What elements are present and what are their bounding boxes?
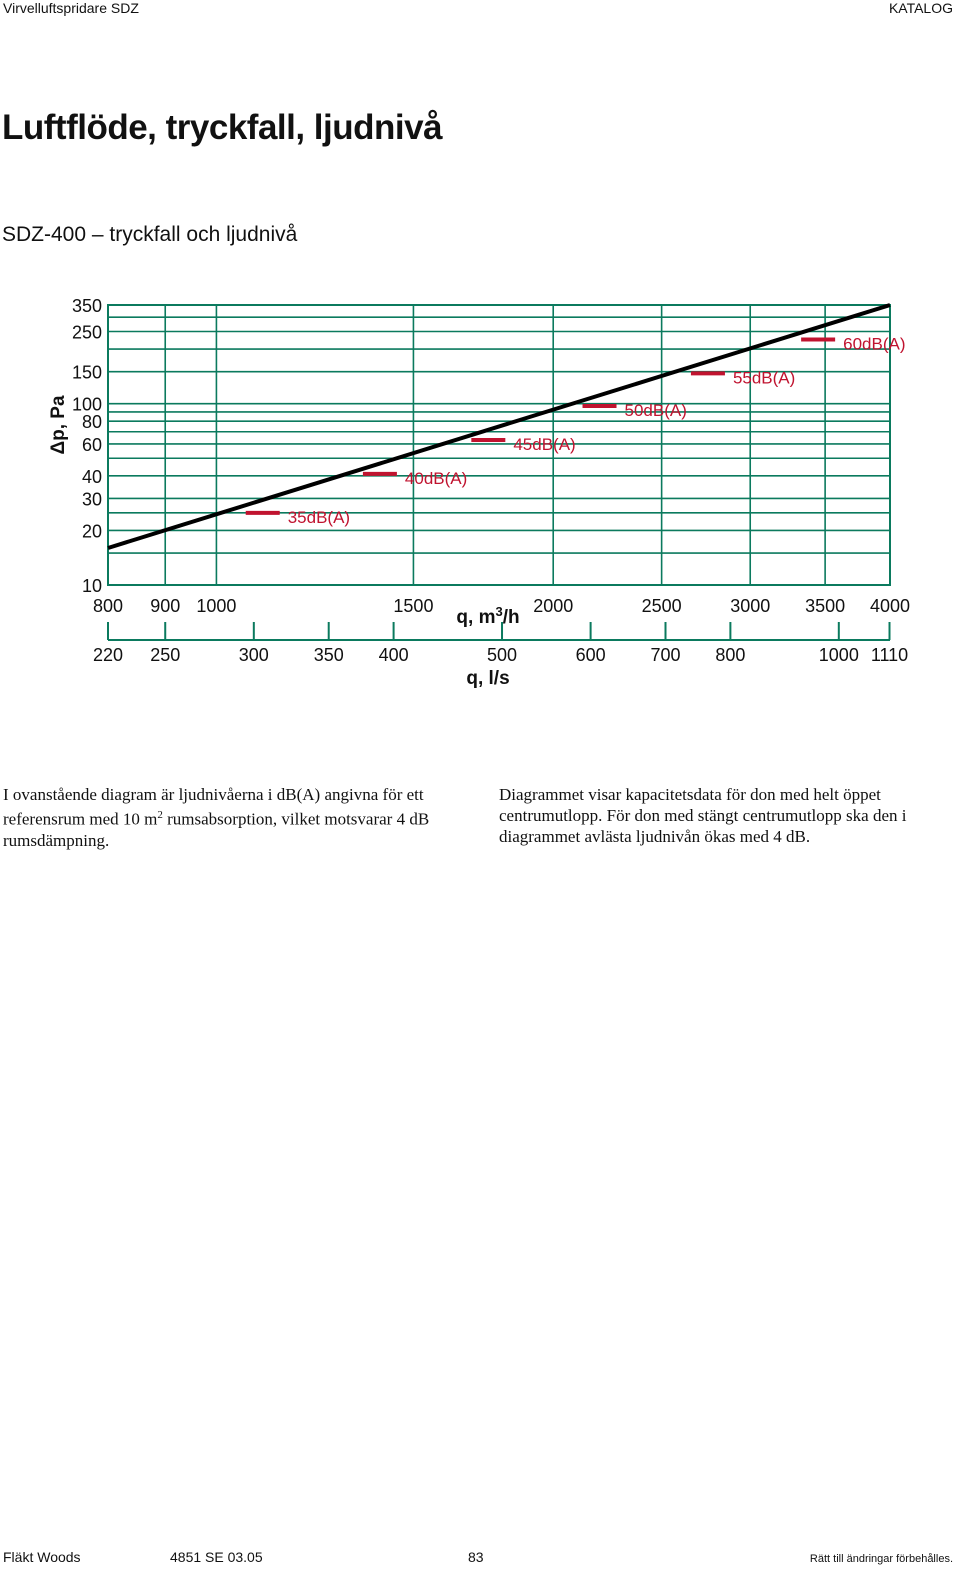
note-capacity: Diagrammet visar kapacitetsdata för don med helt öppet centrumutlopp. För don med stängt centrumutlopp ska den i diagrammet avlästa ljudnivån ökas med 4 dB.: [499, 785, 907, 846]
sound-level-label: 55dB(A): [732, 368, 796, 388]
x-tick-label-m3h: 900: [150, 596, 181, 616]
x-tick-label-ls: 600: [575, 645, 606, 665]
note-superscript: 2: [157, 809, 163, 821]
header-product-name: Virvelluftspridare SDZ: [3, 0, 139, 16]
footer-company: Fläkt Woods: [3, 1549, 81, 1565]
chart-series: [108, 305, 890, 548]
y-tick-label: 250: [71, 322, 102, 343]
note-text-end: rumsabsorption, vilket motsvarar 4 dB rumsdämpning.: [3, 809, 430, 850]
header-section-label: KATALOG: [888, 0, 953, 16]
x-tick-label-m3h: 1000: [196, 596, 237, 616]
chart-grid: [108, 305, 890, 640]
x-axis-label-ls: q, l/s: [466, 668, 510, 689]
y-tick-label: 150: [71, 362, 102, 383]
x-tick-label-ls: 300: [238, 645, 269, 665]
pressure-drop-chart: [0, 280, 960, 700]
x-tick-label-ls: 700: [650, 645, 681, 665]
y-tick-label: 350: [71, 296, 102, 316]
x-tick-label-ls: 250: [150, 645, 181, 665]
pressure-drop-line: [108, 305, 890, 548]
y-tick-label: 40: [81, 466, 102, 487]
y-tick-label: 30: [81, 489, 102, 510]
x-axis-label-m3h: [456, 604, 519, 628]
x-tick-label-ls: 1110: [870, 645, 909, 665]
x-tick-label-ls: 350: [313, 645, 344, 665]
sound-level-label: 50dB(A): [624, 401, 687, 421]
x-tick-label-m3h: 3500: [805, 596, 846, 616]
x-axis-label-m3h-part: q, m: [456, 607, 496, 628]
x-tick-label-m3h: 800: [92, 596, 124, 616]
y-tick-label: 80: [81, 412, 102, 433]
x-axis-label-m3h-part: /h: [502, 607, 520, 628]
footer-doc-number: 4851 SE 03.05: [170, 1549, 263, 1565]
sound-level-label: 45dB(A): [513, 435, 576, 455]
plot-frame: [108, 305, 890, 585]
x-axis-label-m3h-superscript: 3: [495, 604, 503, 619]
x-tick-label-ls: 500: [486, 645, 518, 665]
x-tick-label-ls: 220: [92, 645, 124, 665]
y-tick-label: 10: [81, 576, 102, 596]
x-tick-label-m3h: 2500: [641, 596, 682, 616]
sound-level-label: 35dB(A): [287, 507, 351, 527]
note-text-start: I ovanstående diagram är ljudnivåerna i dB(A) angivna för ett referensrum med 10 m: [3, 785, 424, 829]
sound-level-label: 60dB(A): [843, 334, 906, 354]
y-tick-label: 60: [81, 434, 102, 455]
x-tick-label-m3h: 3000: [730, 596, 771, 616]
y-tick-label: 100: [71, 394, 102, 415]
footer-disclaimer: Rätt till ändringar förbehålles.: [809, 1553, 953, 1565]
sound-level-label: 40dB(A): [404, 468, 468, 488]
x-tick-label-m3h: 4000: [869, 596, 911, 616]
note-sound-levels: [3, 784, 463, 851]
chart-subtitle: SDZ-400 – tryckfall och ljudnivå: [2, 223, 298, 246]
y-tick-label: 20: [81, 521, 102, 542]
x-tick-label-ls: 1000: [818, 645, 859, 665]
y-axis-label: Δp, Pa: [48, 395, 69, 455]
x-tick-label-ls: 400: [378, 645, 409, 665]
x-tick-label-ls: 800: [715, 645, 746, 665]
footer-page-number: 83: [468, 1549, 484, 1565]
x-tick-label-m3h: 1500: [393, 596, 434, 616]
page-title: Luftflöde, tryckfall, ljudnivå: [2, 108, 443, 147]
x-tick-label-m3h: 2000: [533, 596, 574, 616]
